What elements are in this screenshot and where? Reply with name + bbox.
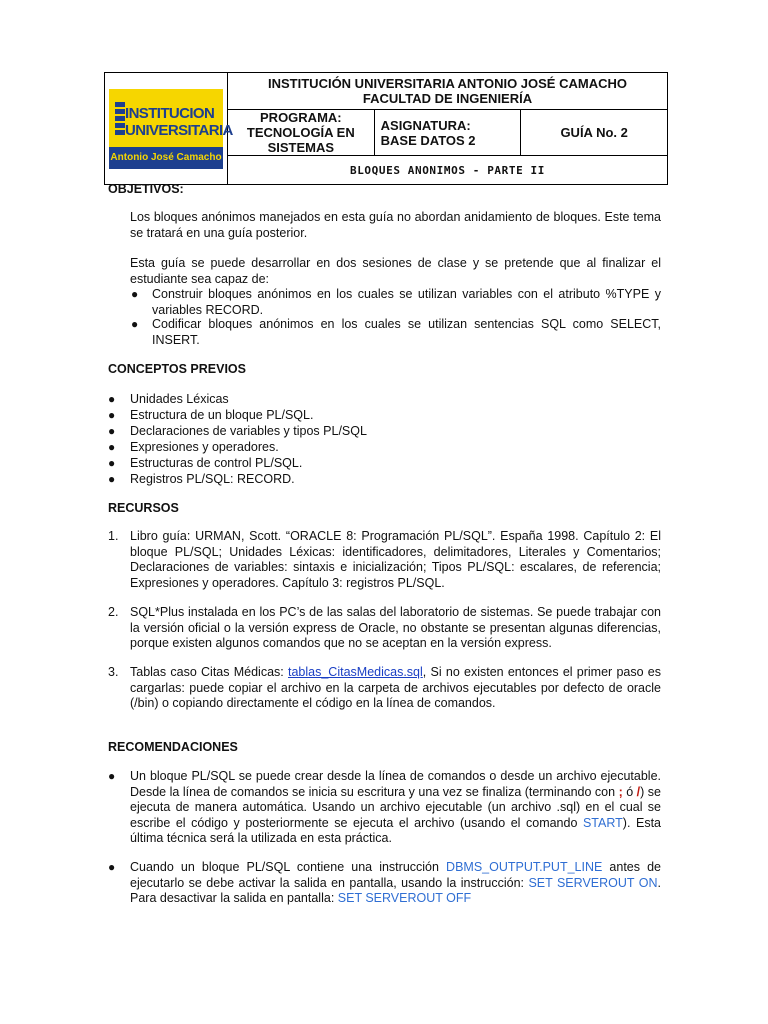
section-title-recursos: RECURSOS — [108, 501, 179, 515]
rec-text: ). Esta última técnica será la utilizada en esta práctica. — [130, 815, 661, 845]
guide-subtitle: BLOQUES ANONIMOS - PARTE II — [228, 156, 668, 185]
program-value: TECNOLOGÍA EN SISTEMAS — [246, 125, 355, 155]
dbms-output-command: DBMS_OUTPUT.PUT_LINE — [446, 860, 603, 874]
rec-text: ó — [622, 784, 637, 799]
rec-text: Cuando un bloque PL/SQL contiene una instrucción — [130, 860, 447, 874]
recurso-item-2: SQL*Plus instalada en los PC’s de las salas del laboratorio de sistemas. Se puede trabajar con la versión oficial o la versión express de Oracle, no obstante se presentan algunas diferencias, porque existen algunos comandos que no se aceptan en la versión express. — [130, 605, 661, 650]
recomendacion-item-2 — [130, 860, 661, 907]
concepto-item: Registros PL/SQL: RECORD. — [130, 472, 295, 486]
section-title-conceptos: CONCEPTOS PREVIOS — [108, 362, 246, 376]
bullet-icon: ● — [131, 317, 139, 331]
semicolon-delimiter: ; — [618, 784, 623, 799]
guide-number: GUÍA No. 2 — [521, 110, 668, 156]
logo-bars-icon — [115, 102, 125, 138]
rec-text: . Para desactivar la salida en pantalla: — [130, 875, 661, 905]
header-table — [104, 72, 668, 185]
objetivos-paragraph-2: Esta guía se puede desarrollar en dos sesiones de clase y se pretende que al finalizar el estudiante sea capaz de: — [130, 256, 661, 286]
program-label: PROGRAMA: — [260, 110, 342, 125]
bullet-icon: ● — [108, 769, 116, 783]
subject-cell — [374, 110, 521, 156]
section-title-objetivos: OBJETIVOS: — [108, 182, 184, 196]
recurso-item-1: Libro guía: URMAN, Scott. “ORACLE 8: Programación PL/SQL”. España 1998. Capítulo 2: El bloque PL/SQL; Unidades Léxicas: identificadores, delimitadores, Literales y Comentarios; Declaraciones de variables: sintaxis e inicialización; Tipos PL/SQL: escalares, de referencia; Expresiones y operadores. Capítulo 3: registros PL/SQL. — [130, 529, 661, 590]
bullet-icon: ● — [108, 472, 116, 486]
bullet-icon: ● — [108, 456, 116, 470]
section-title-recomendaciones: RECOMENDACIONES — [108, 740, 238, 754]
institution-cell — [228, 73, 668, 110]
logo-cell — [105, 73, 233, 185]
slash-delimiter: / — [636, 784, 641, 799]
list-number: 3. — [108, 665, 119, 679]
bullet-icon: ● — [108, 440, 116, 454]
rec-text: ) se ejecuta de manera automática. Usando un archivo ejecutable (un archivo .sql) en el cual se escribe el código y posteriormente se ejecuta el archivo (usando el comando — [130, 784, 662, 830]
tablas-citas-medicas-link[interactable]: tablas_CitasMedicas.sql — [288, 665, 423, 679]
list-number: 1. — [108, 529, 119, 543]
bullet-icon: ● — [108, 860, 116, 874]
bullet-icon: ● — [131, 287, 139, 301]
objetivos-paragraph-1: Los bloques anónimos manejados en esta guía no abordan anidamiento de bloques. Este tema se tratará en una guía posterior. — [130, 210, 661, 240]
rec-text: antes de ejecutarlo se debe activar la salida en pantalla, usando la instrucción: — [130, 860, 661, 890]
concepto-item: Expresiones y operadores. — [130, 440, 279, 454]
faculty-name: FACULTAD DE INGENIERÍA — [362, 91, 533, 106]
recurso-3-text: Tablas caso Citas Médicas: — [130, 665, 288, 679]
rec-text: Un bloque PL/SQL se puede crear desde la línea de comandos o desde un archivo ejecutable. Desde la línea de comandos se inicia su escritura y una vez se finaliza (terminando con — [130, 769, 661, 799]
institution-name: INSTITUCIÓN UNIVERSITARIA ANTONIO JOSÉ CAMACHO — [268, 76, 627, 91]
concepto-item: Estructura de un bloque PL/SQL. — [130, 408, 314, 422]
bullet-icon: ● — [108, 408, 116, 422]
serverout-on-command: SET SERVEROUT ON — [528, 875, 658, 890]
bullet-icon: ● — [108, 392, 116, 406]
logo-text-2: UNIVERSITARIA — [125, 121, 233, 139]
objetivo-item: Construir bloques anónimos en los cuales se utilizan variables con el atributo %TYPE y variables RECORD. — [152, 287, 661, 317]
logo-text-3: Antonio José Camacho — [109, 147, 223, 169]
recurso-item-3 — [130, 665, 661, 712]
program-cell — [228, 110, 375, 156]
list-number: 2. — [108, 605, 119, 619]
concepto-item: Declaraciones de variables y tipos PL/SQL — [130, 424, 367, 438]
serverout-off-command: SET SERVEROUT OFF — [337, 891, 472, 905]
bullet-icon: ● — [108, 424, 116, 438]
objetivo-item: Codificar bloques anónimos en los cuales se utilizan sentencias SQL como SELECT, INSERT. — [152, 317, 661, 347]
subject-label: ASIGNATURA: — [380, 117, 471, 133]
concepto-item: Estructuras de control PL/SQL. — [130, 456, 303, 470]
start-command: START — [582, 815, 623, 830]
subject-value: BASE DATOS 2 — [380, 132, 476, 148]
logo-text-1: INSTITUCION — [125, 104, 215, 122]
concepto-item: Unidades Léxicas — [130, 392, 229, 406]
institution-logo — [109, 89, 233, 169]
recurso-3-text-cont: , Si no existen entonces el primer paso es cargarlas: puede copiar el archivo en la carpeta de archivos ejecutables por defecto de oracle (/bin) o copiando directamente el código en la línea de comandos. — [130, 665, 661, 710]
recomendacion-item-1 — [130, 769, 661, 847]
